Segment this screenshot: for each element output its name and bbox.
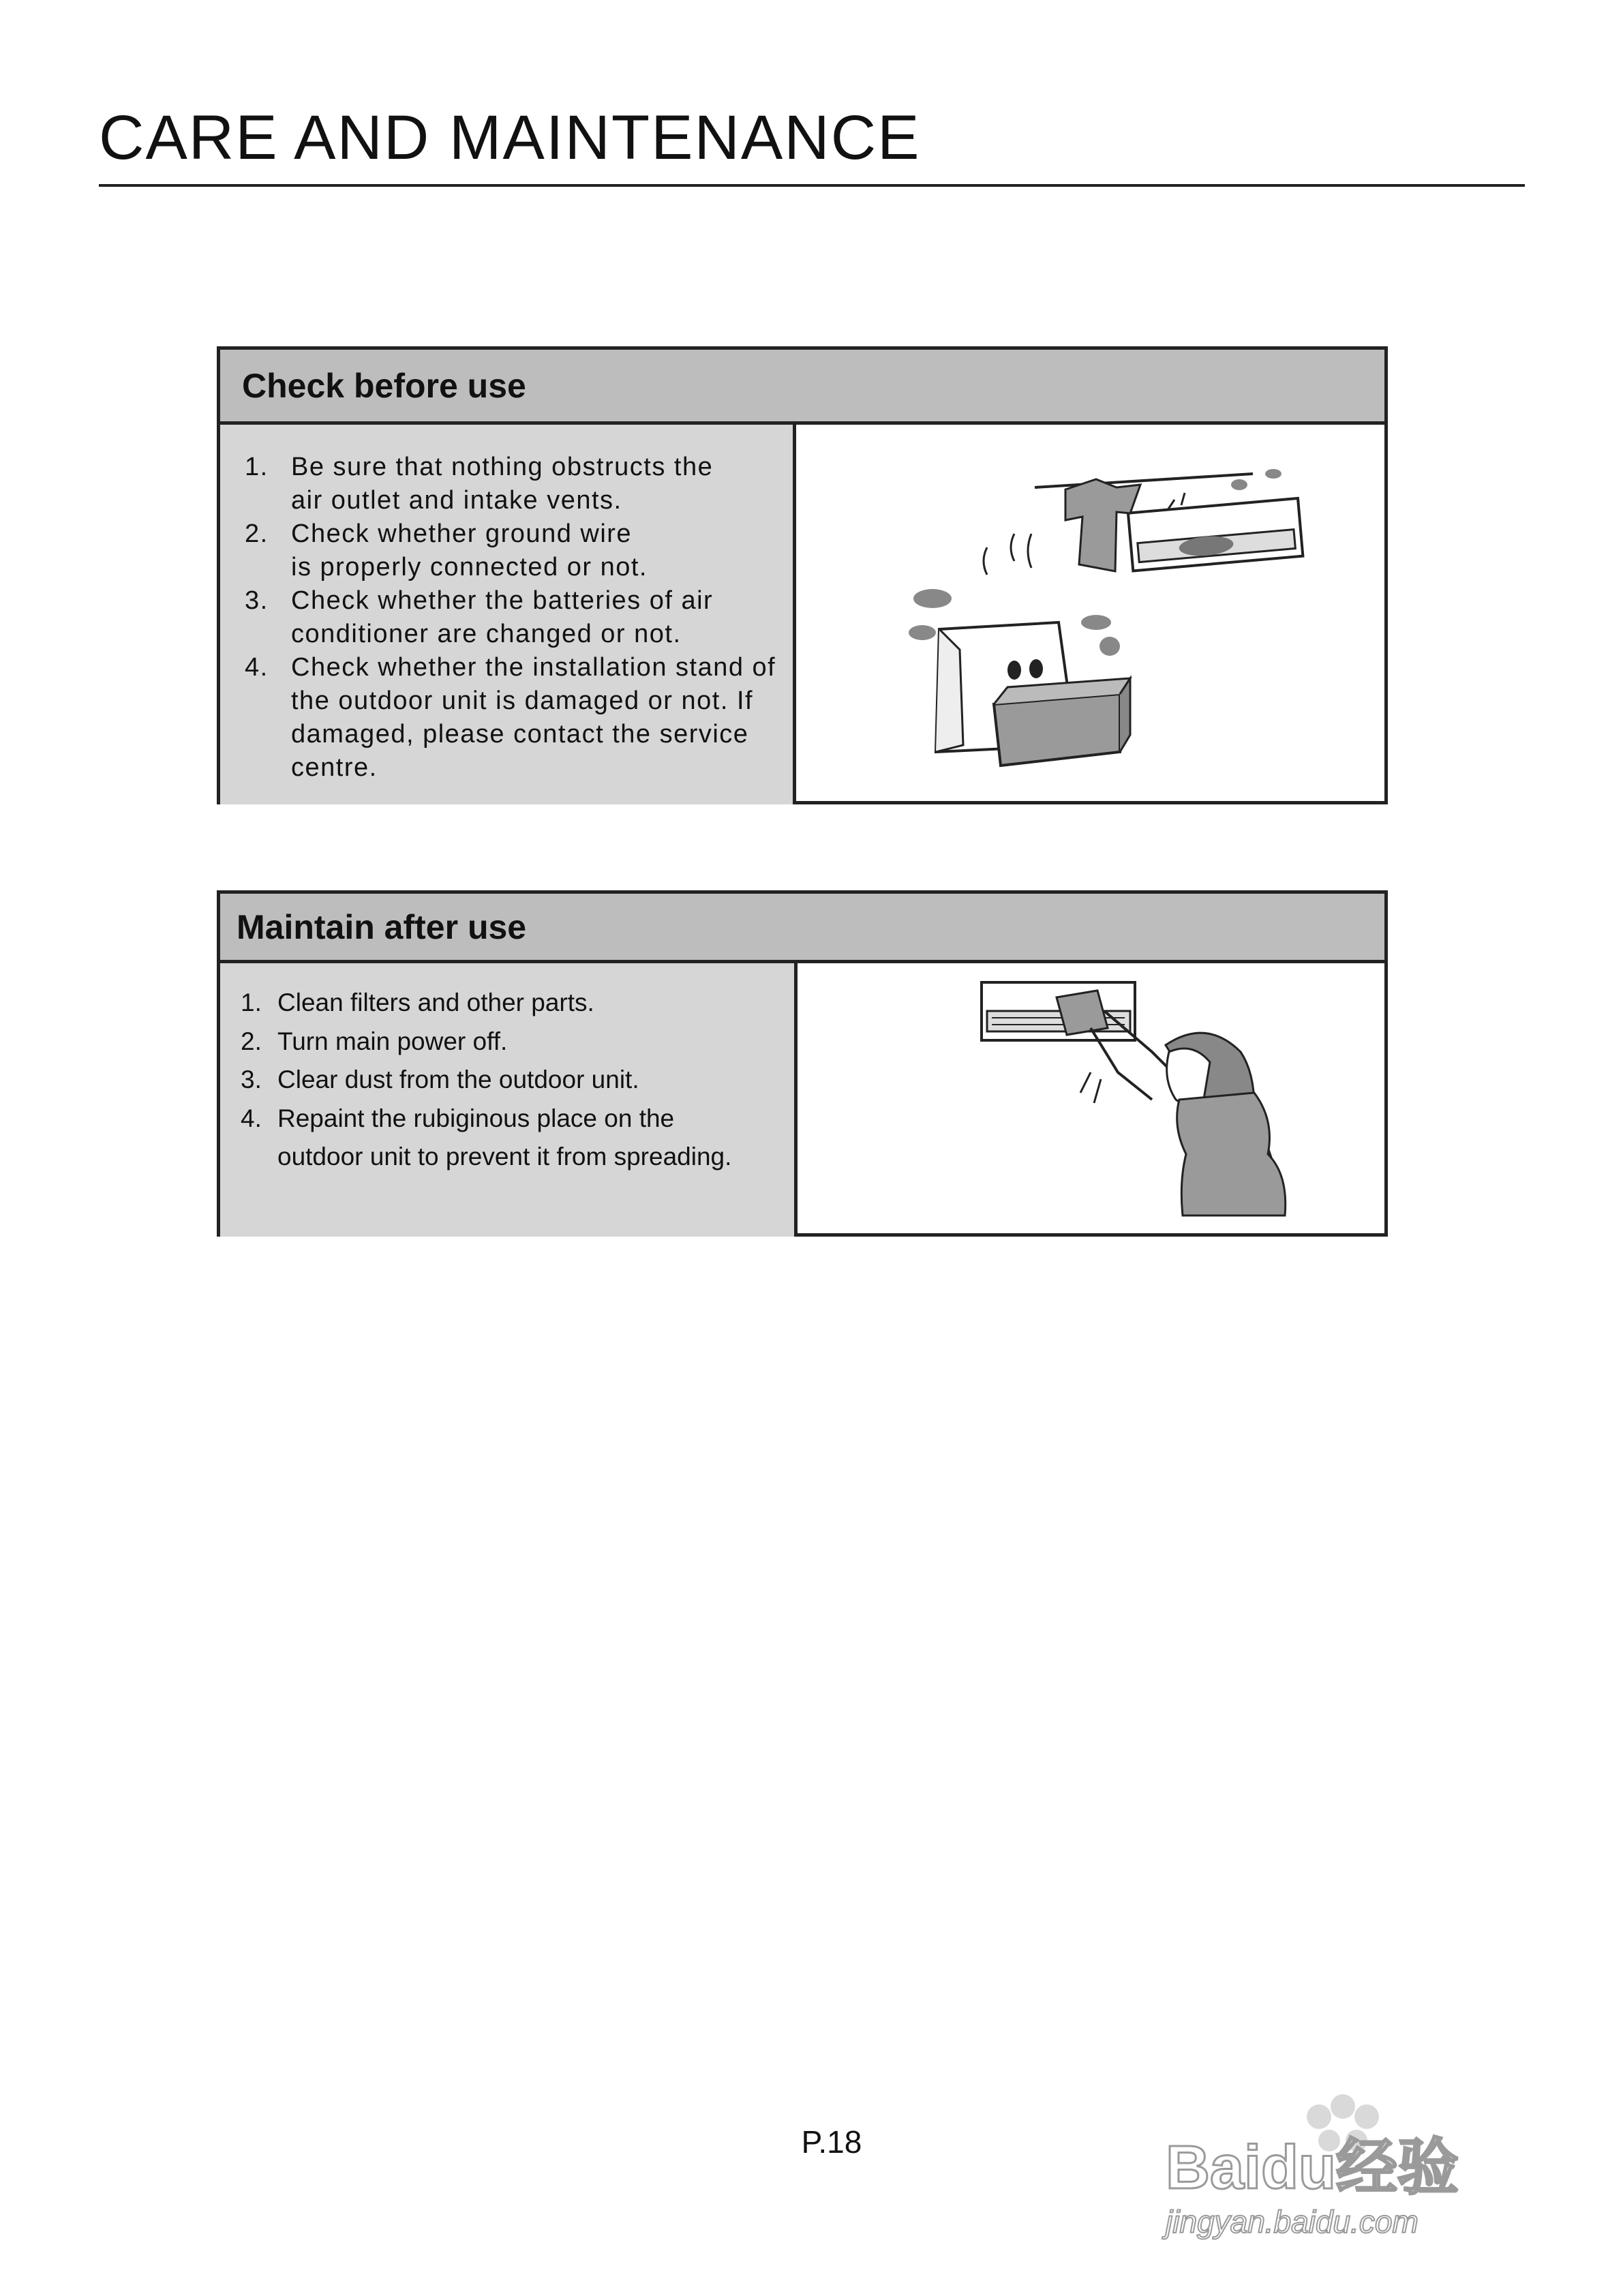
page-title: CARE AND MAINTENANCE [99,103,921,172]
item-number: 1. [245,453,269,481]
item-number: 2. [245,519,269,548]
list-item [241,1061,794,1100]
item-text: Repaint the rubiginous place on the outdoor unit to prevent it from spreading. [277,1104,732,1170]
check-before-use-panel [217,346,1388,804]
item-text: Check whether the batteries of air conditioner are changed or not. [291,586,714,648]
item-number: 3. [241,1066,262,1093]
item-number: 4. [245,653,269,682]
item-text: Check whether the installation stand of the outdoor unit is damaged or not. If damaged, please contact the service centre. [291,653,776,782]
maintain-list [241,984,794,1177]
item-number: 2. [241,1027,262,1055]
item-number: 4. [241,1104,262,1132]
section-heading: Check before use [220,350,1384,425]
title-divider [99,184,1525,187]
item-text: Check whether ground wire is properly connected or not. [291,519,648,581]
item-text: Be sure that nothing obstructs the air outlet and intake vents. [291,453,714,515]
damaged-units-illustration [796,425,1384,804]
illustration-cell [796,425,1384,804]
woman-cleaning-ac-illustration [798,963,1384,1237]
check-list [245,451,793,785]
list-item [241,984,794,1023]
page-number: P.18 [801,2124,862,2160]
baidu-watermark [1152,2079,1534,2243]
item-text: Turn main power off. [277,1027,508,1055]
item-text: Clean filters and other parts. [277,988,594,1016]
section-heading: Maintain after use [220,894,1384,963]
item-text: Clear dust from the outdoor unit. [277,1066,639,1093]
list-item [241,1023,794,1061]
check-list-cell [220,425,796,804]
list-item [245,517,661,584]
list-item [241,1100,794,1177]
illustration-cell [798,963,1384,1237]
watermark-url: jingyan.baidu.com [1166,2204,1419,2239]
item-number: 3. [245,586,269,615]
item-number: 1. [241,988,262,1016]
list-item [245,651,790,785]
watermark-brand: Baidu经验 [1166,2134,1459,2202]
maintain-list-cell [220,963,798,1237]
list-item [245,451,722,517]
maintain-after-use-panel [217,890,1388,1237]
list-item [245,584,749,651]
